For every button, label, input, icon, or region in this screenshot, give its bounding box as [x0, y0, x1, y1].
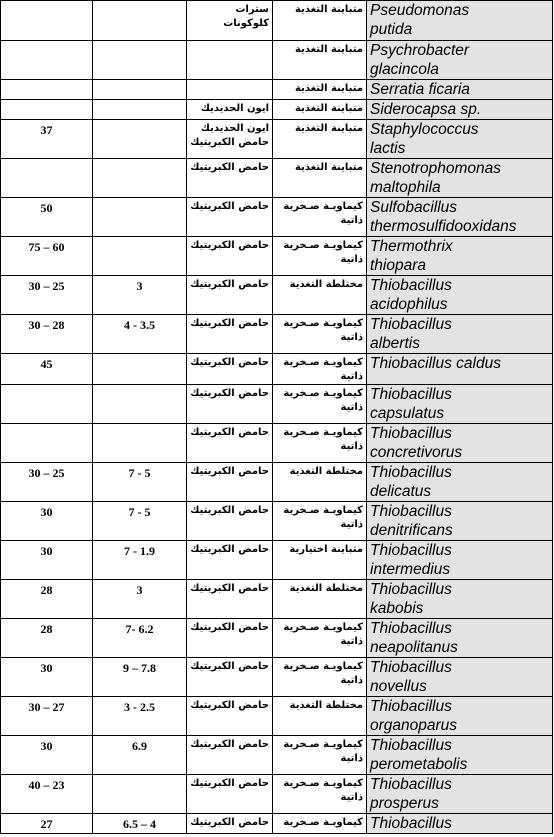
table-row: [1, 315, 553, 354]
table-row: [1, 100, 553, 120]
ph-cell: [93, 198, 187, 237]
species-name-cell: [367, 159, 553, 198]
temperature-cell: 50: [1, 198, 93, 237]
energy-source-cell: حامض الكبريتيك: [187, 775, 273, 814]
table-row: [1, 658, 553, 697]
nutrition-type-cell: كيماويـة صـخرية ذاتية: [273, 736, 367, 775]
species-name-line-1: Thiobacillus: [370, 542, 452, 559]
energy-source-cell: حامض الكبريتيك: [187, 502, 273, 541]
species-name-line-2: delicatus: [370, 483, 432, 500]
species-name-line-2: neapolitanus: [370, 639, 458, 656]
table-row: [1, 502, 553, 541]
species-name-line-1: Thiobacillus: [370, 581, 452, 598]
ph-cell: 6.9: [93, 736, 187, 775]
table-row: [1, 237, 553, 276]
ph-cell: [93, 41, 187, 80]
energy-source-cell: حامض الكبريتيك: [187, 736, 273, 775]
temperature-cell: [1, 159, 93, 198]
species-name-cell: [367, 41, 553, 80]
species-name-line-2: maltophila: [370, 179, 441, 196]
species-name-cell: [367, 502, 553, 541]
species-name-line-1: Stenotrophomonas: [370, 160, 501, 177]
species-name-cell: [367, 385, 553, 424]
species-name-line-1: Serratia ficaria: [370, 81, 470, 98]
temperature-cell: [1, 385, 93, 424]
energy-source-cell: حامض الكبريتيك: [187, 237, 273, 276]
table-row: [1, 159, 553, 198]
species-name-cell: [367, 619, 553, 658]
species-name-line-2: putida: [370, 21, 413, 38]
nutrition-type-cell: متباينة التغذية: [273, 100, 367, 120]
species-name-line-2: prosperus: [370, 795, 439, 812]
table-row: [1, 619, 553, 658]
energy-source-cell: حامض الكبريتيك: [187, 354, 273, 385]
nutrition-type-cell: متباينة التغذية: [273, 120, 367, 159]
ph-cell: 7- 6.2: [93, 619, 187, 658]
nutrition-type-cell: كيماويـة صـخرية ذاتية: [273, 198, 367, 237]
species-name-line-2: acidophilus: [370, 296, 448, 313]
ph-cell: 3: [93, 276, 187, 315]
species-name-cell: [367, 736, 553, 775]
species-name-line-1: Thiobacillus: [370, 503, 452, 520]
temperature-cell: 30: [1, 736, 93, 775]
table-row: [1, 814, 553, 834]
species-name-cell: [367, 580, 553, 619]
species-name-line-2: kabobis: [370, 600, 424, 617]
temperature-cell: [1, 1, 93, 41]
energy-source-cell: ايون الحديديك حامض الكبريتيك: [187, 120, 273, 159]
species-name-cell: [367, 463, 553, 502]
temperature-cell: 30 – 28: [1, 315, 93, 354]
energy-source-cell: حامض الكبريتيك: [187, 463, 273, 502]
nutrition-type-cell: كيماويـة صـخرية ذاتية: [273, 658, 367, 697]
energy-source-cell: حامض الكبريتيك: [187, 424, 273, 463]
nutrition-type-cell: متباينة اختيارية: [273, 541, 367, 580]
species-name-line-2: thermosulfidooxidans: [370, 218, 517, 235]
ph-cell: 7 - 1.9: [93, 541, 187, 580]
species-name-line-2: intermedius: [370, 561, 451, 578]
nutrition-type-cell: مختلطة التغذية: [273, 580, 367, 619]
table-row: [1, 424, 553, 463]
ph-cell: [93, 100, 187, 120]
nutrition-type-cell: متباينة التغذية: [273, 1, 367, 41]
temperature-cell: 30: [1, 502, 93, 541]
species-name-cell: [367, 120, 553, 159]
nutrition-type-cell: كيماويـة صـخرية ذاتية: [273, 424, 367, 463]
temperature-cell: 45: [1, 354, 93, 385]
ph-cell: 3: [93, 580, 187, 619]
species-name-line-1: Pseudomonas: [370, 2, 470, 19]
species-name-line-1: Thiobacillus: [370, 737, 452, 754]
species-name-line-1: Thiobacillus: [370, 776, 452, 793]
species-name-cell: [367, 424, 553, 463]
temperature-cell: [1, 424, 93, 463]
energy-source-cell: حامض الكبريتيك: [187, 159, 273, 198]
species-name-line-1: Staphylococcus: [370, 121, 479, 138]
species-name-line-2: glacincola: [370, 61, 439, 78]
species-name-cell: [367, 198, 553, 237]
species-name-line-1: Thiobacillus: [370, 464, 452, 481]
species-name-line-1: Thiobacillus: [370, 659, 452, 676]
table-row: [1, 198, 553, 237]
table-row: [1, 354, 553, 385]
temperature-cell: 30: [1, 658, 93, 697]
species-name-cell: [367, 237, 553, 276]
nutrition-type-cell: متباينة التغذية: [273, 159, 367, 198]
energy-source-cell: [187, 80, 273, 100]
species-name-cell: [367, 1, 553, 41]
table-row: [1, 697, 553, 736]
ph-cell: 7 - 5: [93, 502, 187, 541]
species-name-line-2: novellus: [370, 678, 427, 695]
nutrition-type-cell: مختلطة التغذية: [273, 276, 367, 315]
nutrition-type-cell: كيماويـة صـخرية: [273, 814, 367, 834]
nutrition-type-cell: كيماويـة صـخرية ذاتية: [273, 237, 367, 276]
temperature-cell: 75 – 60: [1, 237, 93, 276]
species-name-cell: [367, 775, 553, 814]
energy-source-cell: حامض الكبريتيك: [187, 658, 273, 697]
bacteria-table-body: [1, 1, 553, 834]
species-name-line-2: concretivorus: [370, 444, 463, 461]
species-name-line-2: denitrificans: [370, 522, 453, 539]
energy-source-cell: سترات كلوكونات: [187, 1, 273, 41]
table-row: [1, 276, 553, 315]
ph-cell: [93, 354, 187, 385]
temperature-cell: 40 – 23: [1, 775, 93, 814]
ph-cell: [93, 80, 187, 100]
species-name-line-1: Psychrobacter: [370, 42, 470, 59]
ph-cell: [93, 159, 187, 198]
ph-cell: [93, 120, 187, 159]
species-name-cell: [367, 315, 553, 354]
temperature-cell: 30 – 27: [1, 697, 93, 736]
energy-source-cell: حامض الكبريتيك: [187, 580, 273, 619]
species-name-cell: [367, 100, 553, 120]
species-name-line-1: Siderocapsa sp.: [370, 101, 482, 118]
species-name-cell: [367, 658, 553, 697]
energy-source-cell: حامض الكبريتيك: [187, 198, 273, 237]
species-name-line-2: lactis: [370, 140, 406, 157]
species-name-line-2: organoparus: [370, 717, 458, 734]
nutrition-type-cell: كيماويـة صـخرية ذاتية: [273, 385, 367, 424]
species-name-line-1: Sulfobacillus: [370, 199, 458, 216]
ph-cell: [93, 385, 187, 424]
table-row: [1, 120, 553, 159]
species-name-line-2: capsulatus: [370, 405, 445, 422]
species-name-line-1: Thermothrix: [370, 238, 453, 255]
table-row: [1, 1, 553, 41]
nutrition-type-cell: كيماويـة صـخرية ذاتية: [273, 502, 367, 541]
ph-cell: 4 - 3.5: [93, 315, 187, 354]
temperature-cell: [1, 80, 93, 100]
ph-cell: 6.5 – 4: [93, 814, 187, 834]
ph-cell: [93, 237, 187, 276]
energy-source-cell: ايون الحديديك: [187, 100, 273, 120]
table-row: [1, 736, 553, 775]
ph-cell: [93, 775, 187, 814]
temperature-cell: 28: [1, 619, 93, 658]
nutrition-type-cell: متباينة التغذية: [273, 80, 367, 100]
temperature-cell: [1, 100, 93, 120]
temperature-cell: 30 – 25: [1, 463, 93, 502]
species-name-line-1: Thiobacillus caldus: [370, 355, 501, 372]
energy-source-cell: حامض الكبريتيك: [187, 276, 273, 315]
table-row: [1, 385, 553, 424]
species-name-line-1: Thiobacillus: [370, 698, 452, 715]
nutrition-type-cell: كيماويـة صـخرية ذاتية: [273, 775, 367, 814]
species-name-cell: [367, 697, 553, 736]
nutrition-type-cell: كيماويـة صـخرية ذاتية: [273, 354, 367, 385]
table-row: [1, 41, 553, 80]
energy-source-cell: حامض الكبريتيك: [187, 541, 273, 580]
energy-source-cell: حامض الكبريتيك: [187, 814, 273, 834]
temperature-cell: 27: [1, 814, 93, 834]
temperature-cell: 28: [1, 580, 93, 619]
energy-source-cell: حامض الكبريتيك: [187, 619, 273, 658]
temperature-cell: 37: [1, 120, 93, 159]
species-name-line-1: Thiobacillus: [370, 386, 452, 403]
nutrition-type-cell: متباينة التغذية: [273, 41, 367, 80]
table-row: [1, 463, 553, 502]
table-row: [1, 541, 553, 580]
species-name-cell: [367, 541, 553, 580]
species-name-line-1: Thiobacillus: [370, 620, 452, 637]
species-name-line-1: Thiobacillus: [370, 815, 452, 832]
species-name-line-1: Thiobacillus: [370, 316, 452, 333]
species-name-line-2: albertis: [370, 335, 420, 352]
energy-source-cell: [187, 41, 273, 80]
table-row: [1, 775, 553, 814]
ph-cell: [93, 1, 187, 41]
ph-cell: [93, 424, 187, 463]
nutrition-type-cell: مختلطة التغذية: [273, 463, 367, 502]
species-name-line-1: Thiobacillus: [370, 425, 452, 442]
energy-source-cell: حامض الكبريتيك: [187, 315, 273, 354]
table-row: [1, 580, 553, 619]
table-row: [1, 80, 553, 100]
nutrition-type-cell: كيماويـة صـخرية ذاتية: [273, 619, 367, 658]
temperature-cell: 30: [1, 541, 93, 580]
species-name-line-2: thiopara: [370, 257, 427, 274]
temperature-cell: 30 – 25: [1, 276, 93, 315]
ph-cell: 7 - 5: [93, 463, 187, 502]
species-name-cell: [367, 814, 553, 834]
species-name-cell: [367, 276, 553, 315]
nutrition-type-cell: مختلطة التغذية: [273, 697, 367, 736]
species-name-cell: [367, 354, 553, 385]
energy-source-cell: حامض الكبريتيك: [187, 385, 273, 424]
species-name-cell: [367, 80, 553, 100]
species-name-line-1: Thiobacillus: [370, 277, 452, 294]
species-name-line-2: perometabolis: [370, 756, 468, 773]
ph-cell: 3 - 2.5: [93, 697, 187, 736]
nutrition-type-cell: كيماويـة صـخرية ذاتية: [273, 315, 367, 354]
ph-cell: 9 – 7.8: [93, 658, 187, 697]
temperature-cell: [1, 41, 93, 80]
energy-source-cell: حامض الكبريتيك: [187, 697, 273, 736]
